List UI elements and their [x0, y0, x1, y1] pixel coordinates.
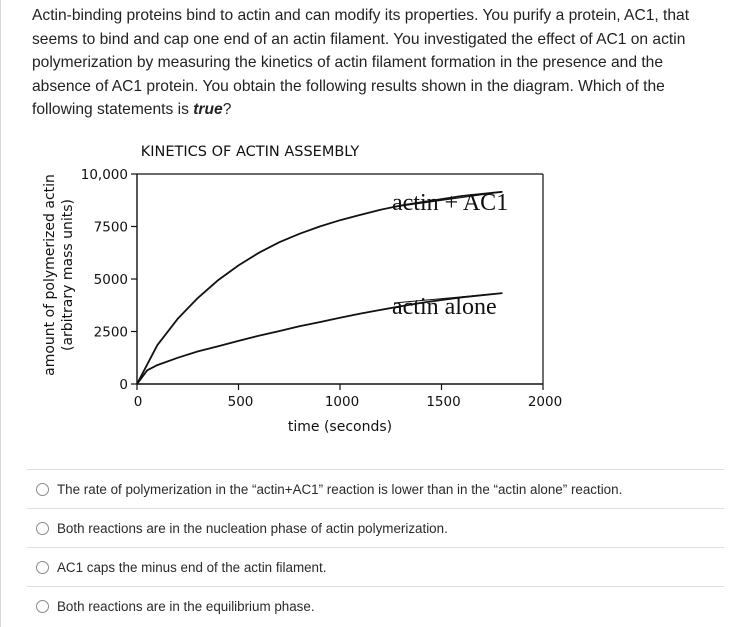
- x-tick-label-1: 500: [227, 394, 254, 410]
- x-tick-label-2: 1000: [324, 394, 360, 410]
- option-2[interactable]: [27, 508, 724, 547]
- option-3-label: AC1 caps the minus end of the actin filament.: [57, 559, 327, 575]
- question-end: ?: [222, 101, 232, 118]
- option-2-label: Both reactions are in the nucleation phase of actin polymerization.: [57, 520, 448, 536]
- radio-button-2[interactable]: [36, 522, 49, 535]
- option-4[interactable]: [27, 586, 724, 626]
- option-4-label: Both reactions are in the equilibrium phase.: [57, 598, 315, 614]
- x-axis-label: time (seconds): [287, 419, 393, 435]
- radio-button-1[interactable]: [36, 483, 49, 496]
- y-tick-label-2: 5000: [93, 272, 128, 288]
- y-tick-label-1: 2500: [93, 324, 128, 341]
- annotation-actin-alone: actin alone: [392, 294, 497, 320]
- x-tick-label-4: 2000: [527, 394, 563, 410]
- option-1[interactable]: [27, 469, 724, 508]
- y-tick-label-0: 0: [119, 377, 128, 393]
- x-tick-label-3: 1500: [426, 394, 461, 410]
- y-axis-label-line2: (arbitrary mass units): [60, 198, 76, 352]
- radio-button-3[interactable]: [36, 561, 49, 574]
- question-text: [32, 4, 722, 122]
- chart-title: KINETICS OF ACTIN ASSEMBLY: [140, 144, 360, 160]
- y-axis-label-line1: amount of polymerized actin: [42, 174, 58, 376]
- question-emphasis: true: [193, 101, 223, 118]
- y-tick-label-4: 10,000: [80, 167, 128, 183]
- annotation-actin-ac1: actin + AC1: [392, 190, 509, 216]
- question-body: Actin-binding proteins bind to actin and can modify its properties. You purify a protein, AC1, that seems to bind and cap one end of an actin filament. You investigated the effect of AC1 on actin polymerization by measuring the kinetics of actin filament formation in the presence and the absence of AC1 protein. You obtain the following results shown in the diagram. Which of the following statements is: [32, 7, 690, 118]
- kinetics-chart: [0, 135, 731, 445]
- y-tick-label-3: 7500: [93, 219, 128, 236]
- option-3[interactable]: [27, 547, 724, 586]
- answer-options: [27, 469, 724, 626]
- radio-button-4[interactable]: [36, 600, 49, 613]
- x-tick-label-0: 0: [133, 394, 143, 410]
- series-line-actin-ac1: [137, 192, 502, 384]
- option-1-label: The rate of polymerization in the “actin+AC1” reaction is lower than in the “actin alone” reaction.: [57, 481, 623, 497]
- chart: [0, 135, 731, 445]
